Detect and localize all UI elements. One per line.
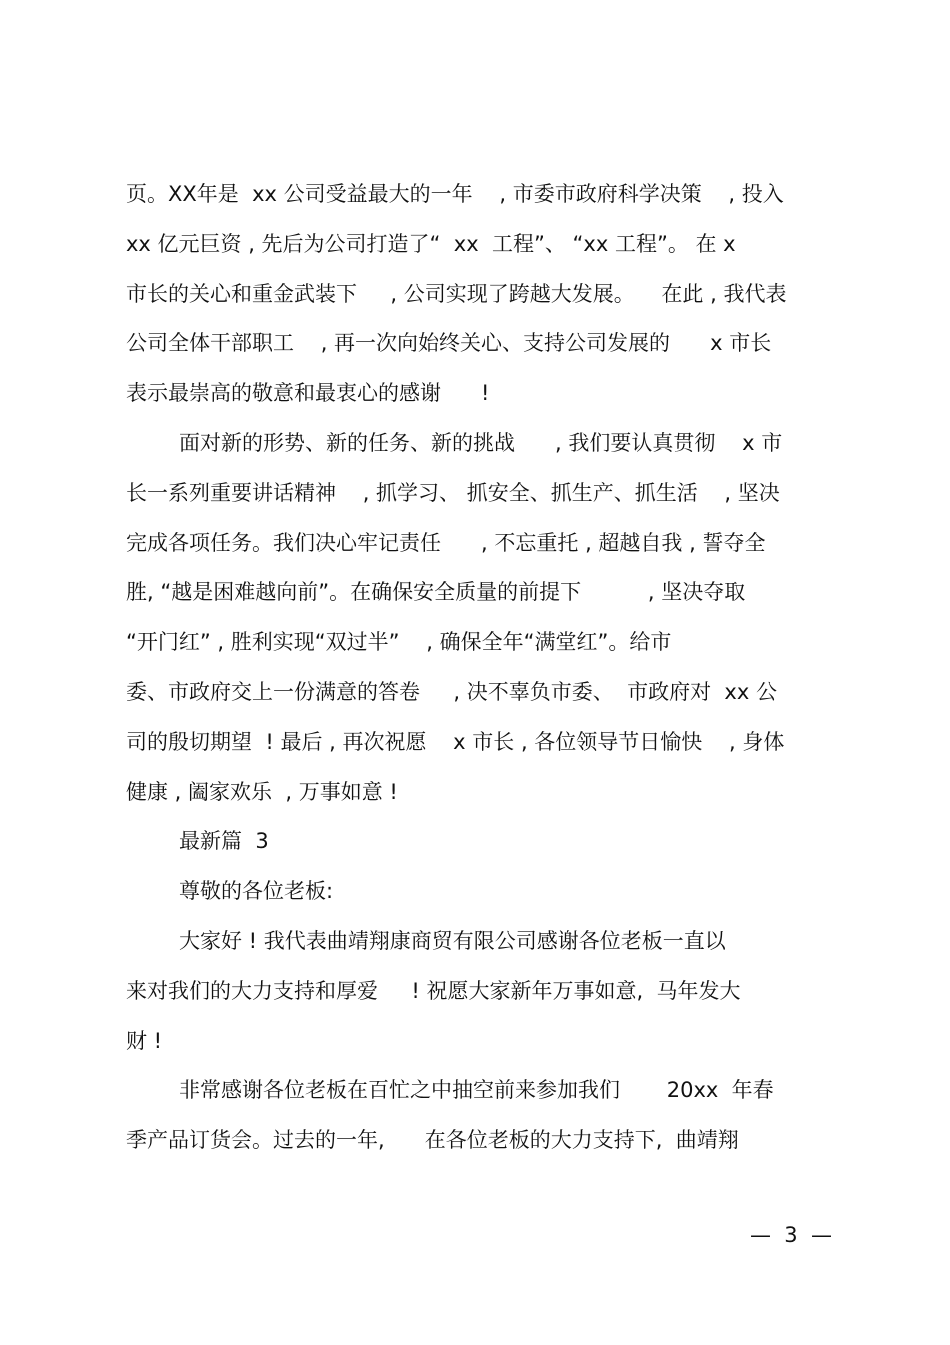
text-line-13: 健康 , 阖家欢乐 , 万事如意 ! (126, 779, 398, 804)
text-line-4: 公司全体干部职工 , 再一次向始终关心、支持公司发展的 x 市长 (126, 331, 772, 356)
body-text (126, 174, 831, 1170)
text-line-3: 市长的关心和重金武装下 , 公司实现了跨越大发展。 在此 , 我代表 (126, 281, 787, 306)
text-line-2: xx 亿元巨资 , 先后为公司打造了“ xx 工程”、 “xx 工程”。 在 x (126, 231, 736, 256)
text-line-17: 来对我们的大力支持和厚爱 ! 祝愿大家新年万事如意, 马年发大 (126, 978, 741, 1003)
text-line-8: 完成各项任务。我们决心牢记责任 , 不忘重托 , 超越自我 , 誓夺全 (126, 530, 766, 555)
text-line-19: 非常感谢各位老板在百忙之中抽空前来参加我们 20xx 年春 (179, 1078, 774, 1103)
page-number: — 3 — (749, 1223, 832, 1247)
text-line-10: “开门红” , 胜利实现“双过半” , 确保全年“满堂红”。给市 (126, 630, 672, 655)
text-line-11: 委、市政府交上一份满意的答卷 , 决不辜负市委、 市政府对 xx 公 (126, 679, 777, 704)
text-line-5: 表示最崇高的敬意和最衷心的感谢 ! (126, 381, 490, 406)
text-line-9: 胜, “越是困难越向前”。在确保安全质量的前提下 , 坚决夺取 (126, 580, 746, 605)
text-line-6: 面对新的形势、新的任务、新的挑战 , 我们要认真贯彻 x 市 (179, 430, 783, 455)
text-line-7: 长一系列重要讲话精神 , 抓学习、 抓安全、抓生产、抓生活 , 坚决 (126, 480, 780, 505)
section-heading: 最新篇 3 (179, 829, 269, 854)
text-line-1: 页。XX年是 xx 公司受益最大的一年 , 市委市政府科学决策 , 投入 (126, 182, 784, 206)
text-line-12: 司的殷切期望 ! 最后 , 再次祝愿 x 市长 , 各位领导节日愉快 , 身体 (126, 729, 785, 754)
text-line-16: 大家好 ! 我代表曲靖翔康商贸有限公司感谢各位老板一直以 (179, 928, 726, 953)
text-line-18: 财 ! (126, 1028, 163, 1053)
text-line-20: 季产品订货会。过去的一年, 在各位老板的大力支持下, 曲靖翔 (126, 1128, 739, 1153)
salutation: 尊敬的各位老板: (179, 879, 334, 904)
